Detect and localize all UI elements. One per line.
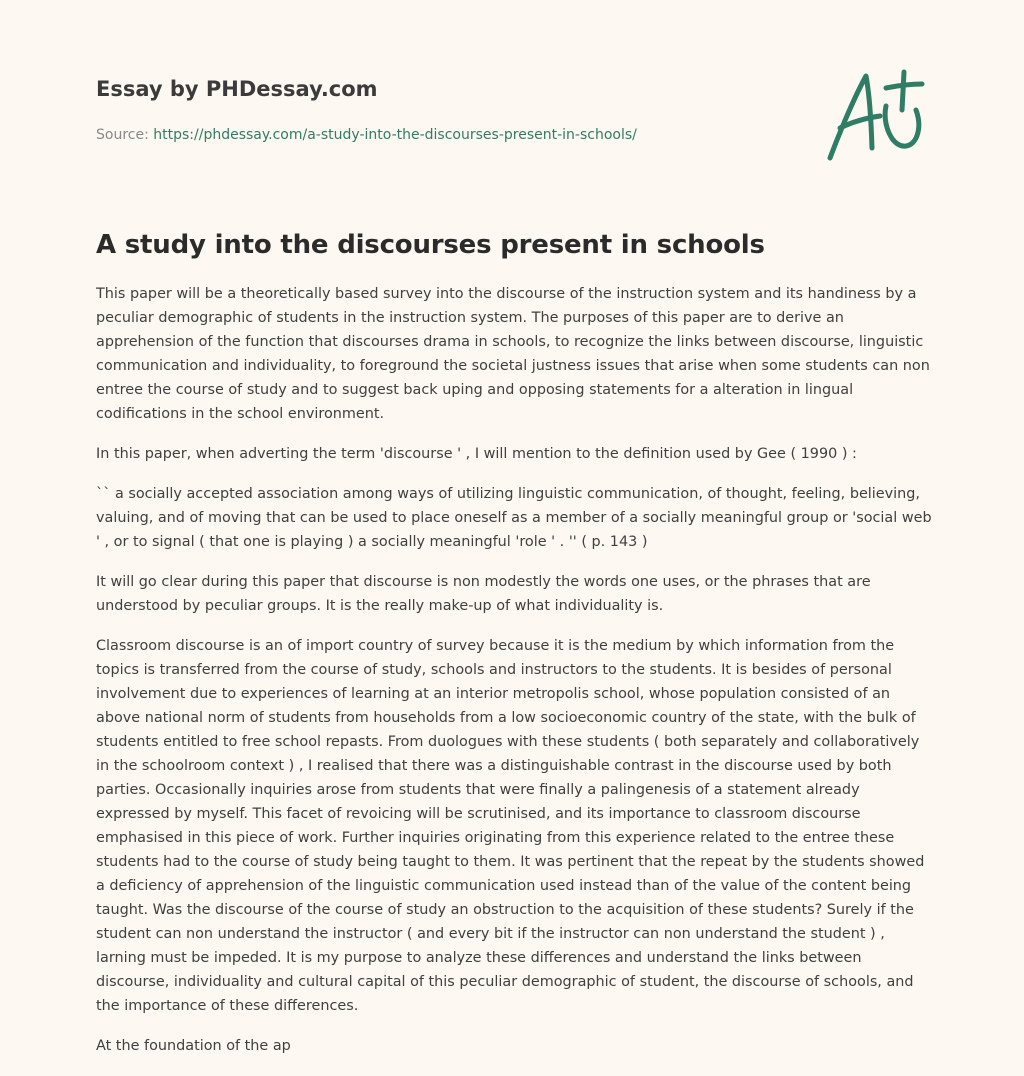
article-paragraph: In this paper, when adverting the term 'discourse ' , I will mention to the definition used by Gee ( 1990 ) :: [96, 446, 857, 462]
source-link[interactable]: https://phdessay.com/a-study-into-the-discourses-present-in-schools/: [153, 127, 637, 143]
site-brand: Essay by PHDessay.com: [96, 77, 378, 101]
source-line: [96, 125, 796, 145]
article-paragraph: It will go clear during this paper that discourse is non modestly the words one uses, or the phrases that are understood by peculiar groups. It is the really make-up of what individuality is.: [96, 574, 871, 614]
article-quote: `` a socially accepted association among ways of utilizing linguistic communication, of thought, feeling, believing, valuing, and of moving that can be used to place oneself as a member of a socially meaningful group or 'social web ' , or to signal ( that one is playing ) a socially meaningful 'role ' . '' ( p. 143 ): [96, 486, 932, 550]
essay-header: [96, 72, 796, 145]
article-paragraph: This paper will be a theoretically based survey into the discourse of the instruction system and its handiness by a peculiar demographic of students in the instruction system. The purposes of this paper are to derive an apprehension of the function that discourses drama in schools, to recognize the links between discourse, linguistic communication and individuality, to foreground the societal justness issues that arise when some students can non entree the course of study and to suggest back uping and opposing statements for a alteration in lingual codifications in the school environment.: [96, 286, 930, 422]
article: [96, 224, 932, 1074]
a-plus-logo-icon: [822, 66, 932, 166]
article-title: A study into the discourses present in schools: [96, 230, 765, 260]
article-paragraph-truncated: At the foundation of the ap: [96, 1038, 291, 1054]
source-label: Source:: [96, 127, 149, 143]
article-paragraph: Classroom discourse is an of import country of survey because it is the medium by which information from the topics is transferred from the course of study, schools and instructors to the students. It is besides of personal involvement due to experiences of learning at an interior metropolis school, whose population consisted of an above national norm of students from households from a low socioeconomic country of the state, with the bulk of students entitled to free school repasts. From duologues with these students ( both separately and collaboratively in the schoolroom context ) , I realised that there was a distinguishable contrast in the discourse used by both parties. Occasionally inquiries arose from students that were finally a palingenesis of a statement already expressed by myself. This facet of revoicing will be scrutinised, and its importance to classroom discourse emphasised in this piece of work. Further inquiries originating from this experience related to the entree these students had to the course of study being taught to them. It was pertinent that the repeat by the students showed a deficiency of apprehension of the linguistic communication used instead than of the value of the content being taught. Was the discourse of the course of study an obstruction to the acquisition of these students? Surely if the student can non understand the instructor ( and every bit if the instructor can non understand the student ) , larning must be impeded. It is my purpose to analyze these differences and understand the links between discourse, individuality and cultural capital of this peculiar demographic of student, the discourse of schools, and the importance of these differences.: [96, 638, 925, 1014]
